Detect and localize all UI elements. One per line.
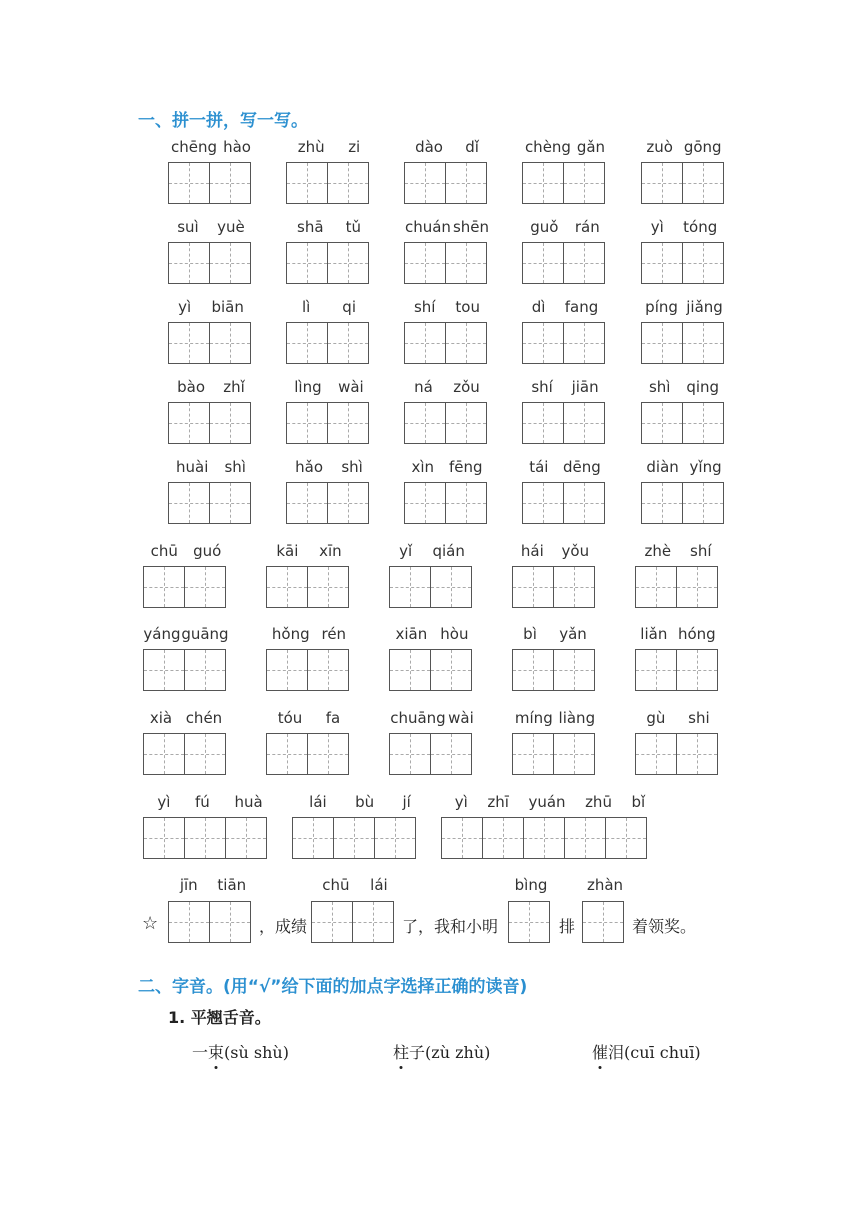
writing-boxes-2[interactable] <box>143 733 225 775</box>
pinyin-label: diàn yǐng <box>646 458 722 476</box>
writing-boxes-2[interactable] <box>168 901 250 943</box>
writing-boxes-2[interactable] <box>168 242 250 284</box>
writing-boxes-2[interactable] <box>641 162 723 204</box>
pinyin-yi-fu-hua: yì fú huà <box>157 793 263 811</box>
pinyin-label: xià chén <box>149 709 223 727</box>
pinyin-label: xìn fēng <box>411 458 483 476</box>
pinyin-label: shì qing <box>648 378 720 396</box>
writing-boxes-2[interactable] <box>286 322 368 364</box>
pinyin-label: shā tǔ <box>297 218 361 236</box>
pinyin-label: yì biān <box>178 298 244 316</box>
writing-boxes-2[interactable] <box>168 162 250 204</box>
writing-boxes-2[interactable] <box>266 733 348 775</box>
writing-boxes-2[interactable] <box>522 242 604 284</box>
writing-boxes-3[interactable] <box>143 817 266 859</box>
sentence-text-2: 了，我和小明 <box>402 917 499 936</box>
writing-boxes-2[interactable] <box>404 162 486 204</box>
writing-boxes-3[interactable] <box>292 817 415 859</box>
pinyin-label: tái dēng <box>529 458 601 476</box>
pinyin-label: bào zhǐ <box>177 378 245 396</box>
star-icon: ☆ <box>142 913 159 934</box>
writing-boxes-2[interactable] <box>286 402 368 444</box>
writing-boxes-2[interactable] <box>641 242 723 284</box>
writing-box-1[interactable] <box>508 901 549 943</box>
pinyin-label: liǎn hóng <box>640 625 716 643</box>
pinyin-label: gù shi <box>646 709 710 727</box>
writing-boxes-5[interactable] <box>441 817 646 859</box>
pinyin-label: kāi xīn <box>276 542 342 560</box>
writing-boxes-2[interactable] <box>404 322 486 364</box>
pinyin-label: huài shì <box>176 458 246 476</box>
writing-boxes-2[interactable] <box>404 242 486 284</box>
pinyin-label: chēng hào <box>171 138 251 156</box>
pinyin-label: hǎo shì <box>295 458 363 476</box>
writing-boxes-2[interactable] <box>522 402 604 444</box>
pinyin-label: chèng gǎn <box>524 138 606 156</box>
reading-item-3: 催泪(cuī chuī) <box>592 1040 701 1063</box>
section1-title: 一、拼一拼，写一写。 <box>138 111 308 131</box>
writing-boxes-2[interactable] <box>512 649 594 691</box>
pinyin-label: chū guó <box>150 542 222 560</box>
pinyin-label: dào dǐ <box>415 138 479 156</box>
dotted-char: 束 <box>208 1040 224 1063</box>
pinyin-label: ná zǒu <box>414 378 480 396</box>
writing-boxes-2[interactable] <box>389 649 471 691</box>
pinyin-label: lì qi <box>301 298 356 316</box>
reading-options[interactable]: (cuī chuī) <box>624 1043 701 1062</box>
writing-boxes-2[interactable] <box>522 322 604 364</box>
sentence-text-4: 着领奖。 <box>632 917 697 936</box>
writing-boxes-2[interactable] <box>522 482 604 524</box>
pinyin-label: hǒng rén <box>271 625 347 643</box>
pinyin-label: xiān hòu <box>395 625 469 643</box>
pinyin-chu-lai: chū lái <box>322 876 388 894</box>
pinyin-label: chuāng wài <box>390 709 474 727</box>
pinyin-label: yáng guāng <box>143 625 229 643</box>
pinyin-label: shí tou <box>413 298 480 316</box>
writing-boxes-2[interactable] <box>522 162 604 204</box>
writing-boxes-2[interactable] <box>512 566 594 608</box>
pinyin-label: hái yǒu <box>520 542 590 560</box>
pinyin-label: chuán shēn <box>404 218 489 236</box>
pinyin-label: bì yǎn <box>523 625 587 643</box>
writing-boxes-2[interactable] <box>143 566 225 608</box>
section2-subtitle: 1. 平翘舌音。 <box>168 1008 271 1027</box>
pinyin-label: zuò gōng <box>646 138 722 156</box>
writing-boxes-2[interactable] <box>266 649 348 691</box>
pinyin-label: zhè shí <box>644 542 712 560</box>
pinyin-label: yì tóng <box>650 218 718 236</box>
pinyin-bing: bìng <box>514 876 548 894</box>
pinyin-label: lìng wài <box>294 378 364 396</box>
pinyin-label: dì fang <box>531 298 599 316</box>
dotted-char: 柱 <box>393 1040 409 1063</box>
sentence-text-3: 排 <box>559 917 576 936</box>
reading-item-2: 柱子(zù zhù) <box>393 1040 490 1063</box>
writing-boxes-2[interactable] <box>286 242 368 284</box>
writing-boxes-2[interactable] <box>635 733 717 775</box>
pinyin-label: zhù zi <box>297 138 361 156</box>
writing-box-1[interactable] <box>582 901 623 943</box>
writing-boxes-2[interactable] <box>143 649 225 691</box>
writing-boxes-2[interactable] <box>266 566 348 608</box>
pinyin-label: míng liàng <box>514 709 596 727</box>
pinyin-yi-zhi-yuan-zhu-bi: yì zhī yuán zhū bǐ <box>454 793 646 811</box>
pinyin-label: guǒ rán <box>530 218 600 236</box>
pinyin-label: yǐ qián <box>399 542 465 560</box>
reading-options[interactable]: (zù zhù) <box>425 1043 491 1062</box>
writing-boxes-2[interactable] <box>311 901 393 943</box>
writing-boxes-2[interactable] <box>286 162 368 204</box>
writing-boxes-2[interactable] <box>168 402 250 444</box>
sentence-text-1: ，成绩 <box>259 917 308 936</box>
writing-boxes-2[interactable] <box>168 482 250 524</box>
pinyin-label: tóu fa <box>277 709 341 727</box>
writing-boxes-2[interactable] <box>389 566 471 608</box>
pinyin-zhan: zhàn <box>586 876 624 894</box>
writing-boxes-2[interactable] <box>641 402 723 444</box>
writing-boxes-2[interactable] <box>641 322 723 364</box>
writing-boxes-2[interactable] <box>635 649 717 691</box>
writing-boxes-2[interactable] <box>512 733 594 775</box>
pinyin-label: suì yuè <box>177 218 245 236</box>
pinyin-label: shí jiān <box>531 378 599 396</box>
reading-options[interactable]: (sù shù) <box>224 1043 289 1062</box>
section2-title: 二、字音。(用“√”给下面的加点字选择正确的读音) <box>138 977 528 997</box>
pinyin-jin-tian: jīn tiān <box>179 876 247 894</box>
writing-boxes-2[interactable] <box>404 402 486 444</box>
writing-boxes-2[interactable] <box>168 322 250 364</box>
dotted-char: 催 <box>592 1040 608 1063</box>
writing-boxes-2[interactable] <box>635 566 717 608</box>
writing-boxes-2[interactable] <box>641 482 723 524</box>
pinyin-lai-bu-ji: lái bù jí <box>309 793 411 811</box>
reading-item-1: 一束(sù shù) <box>192 1040 289 1063</box>
writing-boxes-2[interactable] <box>404 482 486 524</box>
writing-boxes-2[interactable] <box>389 733 471 775</box>
pinyin-label: píng jiǎng <box>645 298 723 316</box>
writing-boxes-2[interactable] <box>286 482 368 524</box>
